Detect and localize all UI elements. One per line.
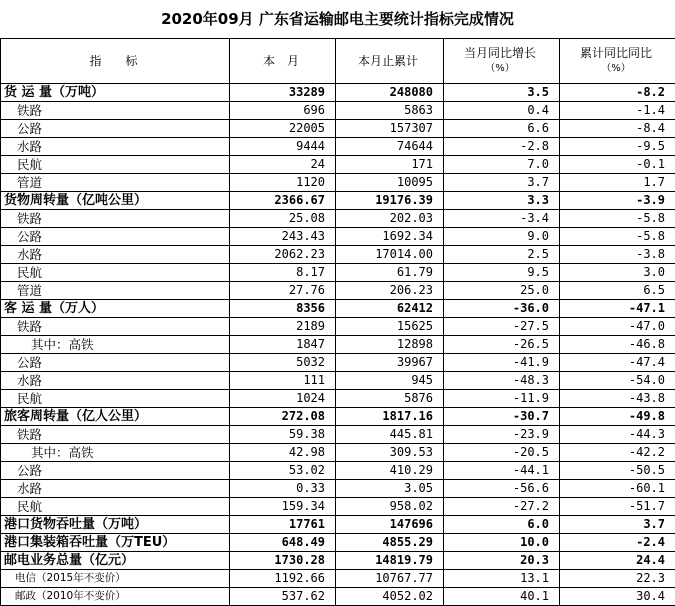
table-row (1, 156, 675, 174)
month-value: 537.62 (230, 588, 336, 606)
cumulative-value: 19176.39 (336, 192, 444, 210)
table-row (1, 318, 675, 336)
cum-yoy-value: -44.3 (560, 426, 675, 444)
header-yoy-cumulative: 累计同比同比 （%） (560, 39, 675, 84)
row-label: 港口货物吞吐量（万吨） (1, 516, 230, 534)
cum-yoy-value: -0.1 (560, 156, 675, 174)
cum-yoy-value: -50.5 (560, 462, 675, 480)
yoy-value: 3.7 (444, 174, 560, 192)
header-month: 本 月 (230, 39, 336, 84)
table-row (1, 210, 675, 228)
table-row (1, 192, 675, 210)
cum-yoy-value: -46.8 (560, 336, 675, 354)
yoy-value: 10.0 (444, 534, 560, 552)
table-row (1, 390, 675, 408)
cumulative-value: 10767.77 (336, 570, 444, 588)
cum-yoy-value: -54.0 (560, 372, 675, 390)
row-label: 货物周转量（亿吨公里） (1, 192, 230, 210)
yoy-value: 40.1 (444, 588, 560, 606)
month-value: 8356 (230, 300, 336, 318)
cumulative-value: 5876 (336, 390, 444, 408)
table-row (1, 300, 675, 318)
month-value: 53.02 (230, 462, 336, 480)
month-value: 1847 (230, 336, 336, 354)
month-value: 1730.28 (230, 552, 336, 570)
table-row (1, 516, 675, 534)
statistics-table (0, 38, 675, 606)
row-label: 水路 (1, 372, 230, 390)
month-value: 27.76 (230, 282, 336, 300)
row-label: 公路 (1, 228, 230, 246)
cumulative-value: 445.81 (336, 426, 444, 444)
cum-yoy-value: 1.7 (560, 174, 675, 192)
table-row (1, 228, 675, 246)
month-value: 2189 (230, 318, 336, 336)
cum-yoy-value: -51.7 (560, 498, 675, 516)
table-row (1, 264, 675, 282)
cum-yoy-value: 3.7 (560, 516, 675, 534)
row-label: 铁路 (1, 102, 230, 120)
table-row (1, 120, 675, 138)
yoy-value: 3.3 (444, 192, 560, 210)
month-value: 25.08 (230, 210, 336, 228)
month-value: 24 (230, 156, 336, 174)
yoy-value: -44.1 (444, 462, 560, 480)
cumulative-value: 248080 (336, 84, 444, 102)
cum-yoy-value: 24.4 (560, 552, 675, 570)
header-cumulative: 本月止累计 (336, 39, 444, 84)
cumulative-value: 5863 (336, 102, 444, 120)
month-value: 243.43 (230, 228, 336, 246)
month-value: 8.17 (230, 264, 336, 282)
table-row (1, 354, 675, 372)
month-value: 1120 (230, 174, 336, 192)
cumulative-value: 171 (336, 156, 444, 174)
month-value: 59.38 (230, 426, 336, 444)
cum-yoy-value: 6.5 (560, 282, 675, 300)
cum-yoy-value: -47.4 (560, 354, 675, 372)
row-label: 电信（2015年不变价） (1, 570, 230, 588)
row-label: 客 运 量（万人） (1, 300, 230, 318)
month-value: 22005 (230, 120, 336, 138)
row-label: 港口集装箱吞吐量（万TEU） (1, 534, 230, 552)
cum-yoy-value: -9.5 (560, 138, 675, 156)
table-row (1, 138, 675, 156)
yoy-value: -41.9 (444, 354, 560, 372)
yoy-value: -36.0 (444, 300, 560, 318)
cum-yoy-value: -60.1 (560, 480, 675, 498)
row-label: 民航 (1, 264, 230, 282)
month-value: 1192.66 (230, 570, 336, 588)
row-label: 公路 (1, 462, 230, 480)
cum-yoy-value: -1.4 (560, 102, 675, 120)
row-label: 水路 (1, 480, 230, 498)
table-row (1, 408, 675, 426)
row-label: 管道 (1, 174, 230, 192)
cumulative-value: 1692.34 (336, 228, 444, 246)
yoy-value: 20.3 (444, 552, 560, 570)
yoy-value: -27.5 (444, 318, 560, 336)
yoy-value: -20.5 (444, 444, 560, 462)
cumulative-value: 39967 (336, 354, 444, 372)
cumulative-value: 12898 (336, 336, 444, 354)
table-row (1, 462, 675, 480)
cumulative-value: 62412 (336, 300, 444, 318)
table-row (1, 534, 675, 552)
cum-yoy-value: 30.4 (560, 588, 675, 606)
month-value: 42.98 (230, 444, 336, 462)
cum-yoy-value: -8.2 (560, 84, 675, 102)
header-yoy-month: 当月同比增长 （%） (444, 39, 560, 84)
row-label: 货 运 量（万吨） (1, 84, 230, 102)
row-label: 旅客周转量（亿人公里） (1, 408, 230, 426)
yoy-value: -56.6 (444, 480, 560, 498)
month-value: 111 (230, 372, 336, 390)
cumulative-value: 4855.29 (336, 534, 444, 552)
cumulative-value: 61.79 (336, 264, 444, 282)
cumulative-value: 74644 (336, 138, 444, 156)
table-row (1, 102, 675, 120)
table-header-row (1, 39, 675, 84)
cumulative-value: 147696 (336, 516, 444, 534)
cum-yoy-value: -5.8 (560, 228, 675, 246)
cum-yoy-value: -49.8 (560, 408, 675, 426)
cumulative-value: 10095 (336, 174, 444, 192)
yoy-value: 3.5 (444, 84, 560, 102)
yoy-value: -27.2 (444, 498, 560, 516)
cum-yoy-value: -42.2 (560, 444, 675, 462)
cumulative-value: 206.23 (336, 282, 444, 300)
yoy-value: 2.5 (444, 246, 560, 264)
table-row (1, 84, 675, 102)
cum-yoy-value: -3.8 (560, 246, 675, 264)
table-row (1, 372, 675, 390)
header-indicator: 指 标 (1, 39, 230, 84)
yoy-value: -48.3 (444, 372, 560, 390)
month-value: 159.34 (230, 498, 336, 516)
month-value: 0.33 (230, 480, 336, 498)
cum-yoy-value: -47.1 (560, 300, 675, 318)
yoy-value: 0.4 (444, 102, 560, 120)
month-value: 2062.23 (230, 246, 336, 264)
month-value: 33289 (230, 84, 336, 102)
month-value: 1024 (230, 390, 336, 408)
cumulative-value: 1817.16 (336, 408, 444, 426)
cumulative-value: 202.03 (336, 210, 444, 228)
yoy-value: -11.9 (444, 390, 560, 408)
month-value: 648.49 (230, 534, 336, 552)
cumulative-value: 410.29 (336, 462, 444, 480)
row-label: 邮电业务总量（亿元） (1, 552, 230, 570)
yoy-value: 6.6 (444, 120, 560, 138)
row-label: 管道 (1, 282, 230, 300)
row-label: 其中：高铁 (1, 336, 230, 354)
table-row (1, 282, 675, 300)
cumulative-value: 157307 (336, 120, 444, 138)
cumulative-value: 958.02 (336, 498, 444, 516)
page-title: 2020年09月 广东省运输邮电主要统计指标完成情况 (161, 10, 514, 28)
yoy-value: 25.0 (444, 282, 560, 300)
row-label: 民航 (1, 498, 230, 516)
yoy-value: 13.1 (444, 570, 560, 588)
row-label: 水路 (1, 138, 230, 156)
table-row (1, 426, 675, 444)
yoy-value: -30.7 (444, 408, 560, 426)
yoy-value: 9.5 (444, 264, 560, 282)
cum-yoy-value: -47.0 (560, 318, 675, 336)
cum-yoy-value: -3.9 (560, 192, 675, 210)
table-row (1, 552, 675, 570)
yoy-value: 7.0 (444, 156, 560, 174)
month-value: 696 (230, 102, 336, 120)
row-label: 水路 (1, 246, 230, 264)
row-label: 公路 (1, 120, 230, 138)
row-label: 邮政（2010年不变价） (1, 588, 230, 606)
month-value: 5032 (230, 354, 336, 372)
yoy-value: -3.4 (444, 210, 560, 228)
cumulative-value: 14819.79 (336, 552, 444, 570)
table-row (1, 336, 675, 354)
table-row (1, 246, 675, 264)
yoy-value: 9.0 (444, 228, 560, 246)
cum-yoy-value: -2.4 (560, 534, 675, 552)
yoy-value: -26.5 (444, 336, 560, 354)
cum-yoy-value: -8.4 (560, 120, 675, 138)
row-label: 铁路 (1, 318, 230, 336)
table-row (1, 570, 675, 588)
table-row (1, 480, 675, 498)
month-value: 2366.67 (230, 192, 336, 210)
row-label: 铁路 (1, 426, 230, 444)
yoy-value: 6.0 (444, 516, 560, 534)
cumulative-value: 15625 (336, 318, 444, 336)
yoy-value: -23.9 (444, 426, 560, 444)
row-label: 公路 (1, 354, 230, 372)
cum-yoy-value: -5.8 (560, 210, 675, 228)
cumulative-value: 945 (336, 372, 444, 390)
month-value: 17761 (230, 516, 336, 534)
table-row (1, 444, 675, 462)
row-label: 其中：高铁 (1, 444, 230, 462)
cum-yoy-value: 3.0 (560, 264, 675, 282)
table-row (1, 174, 675, 192)
cum-yoy-value: -43.8 (560, 390, 675, 408)
table-row (1, 498, 675, 516)
table-row (1, 588, 675, 606)
month-value: 9444 (230, 138, 336, 156)
cum-yoy-value: 22.3 (560, 570, 675, 588)
row-label: 民航 (1, 390, 230, 408)
month-value: 272.08 (230, 408, 336, 426)
cumulative-value: 17014.00 (336, 246, 444, 264)
row-label: 铁路 (1, 210, 230, 228)
cumulative-value: 3.05 (336, 480, 444, 498)
cumulative-value: 309.53 (336, 444, 444, 462)
yoy-value: -2.8 (444, 138, 560, 156)
row-label: 民航 (1, 156, 230, 174)
cumulative-value: 4052.02 (336, 588, 444, 606)
